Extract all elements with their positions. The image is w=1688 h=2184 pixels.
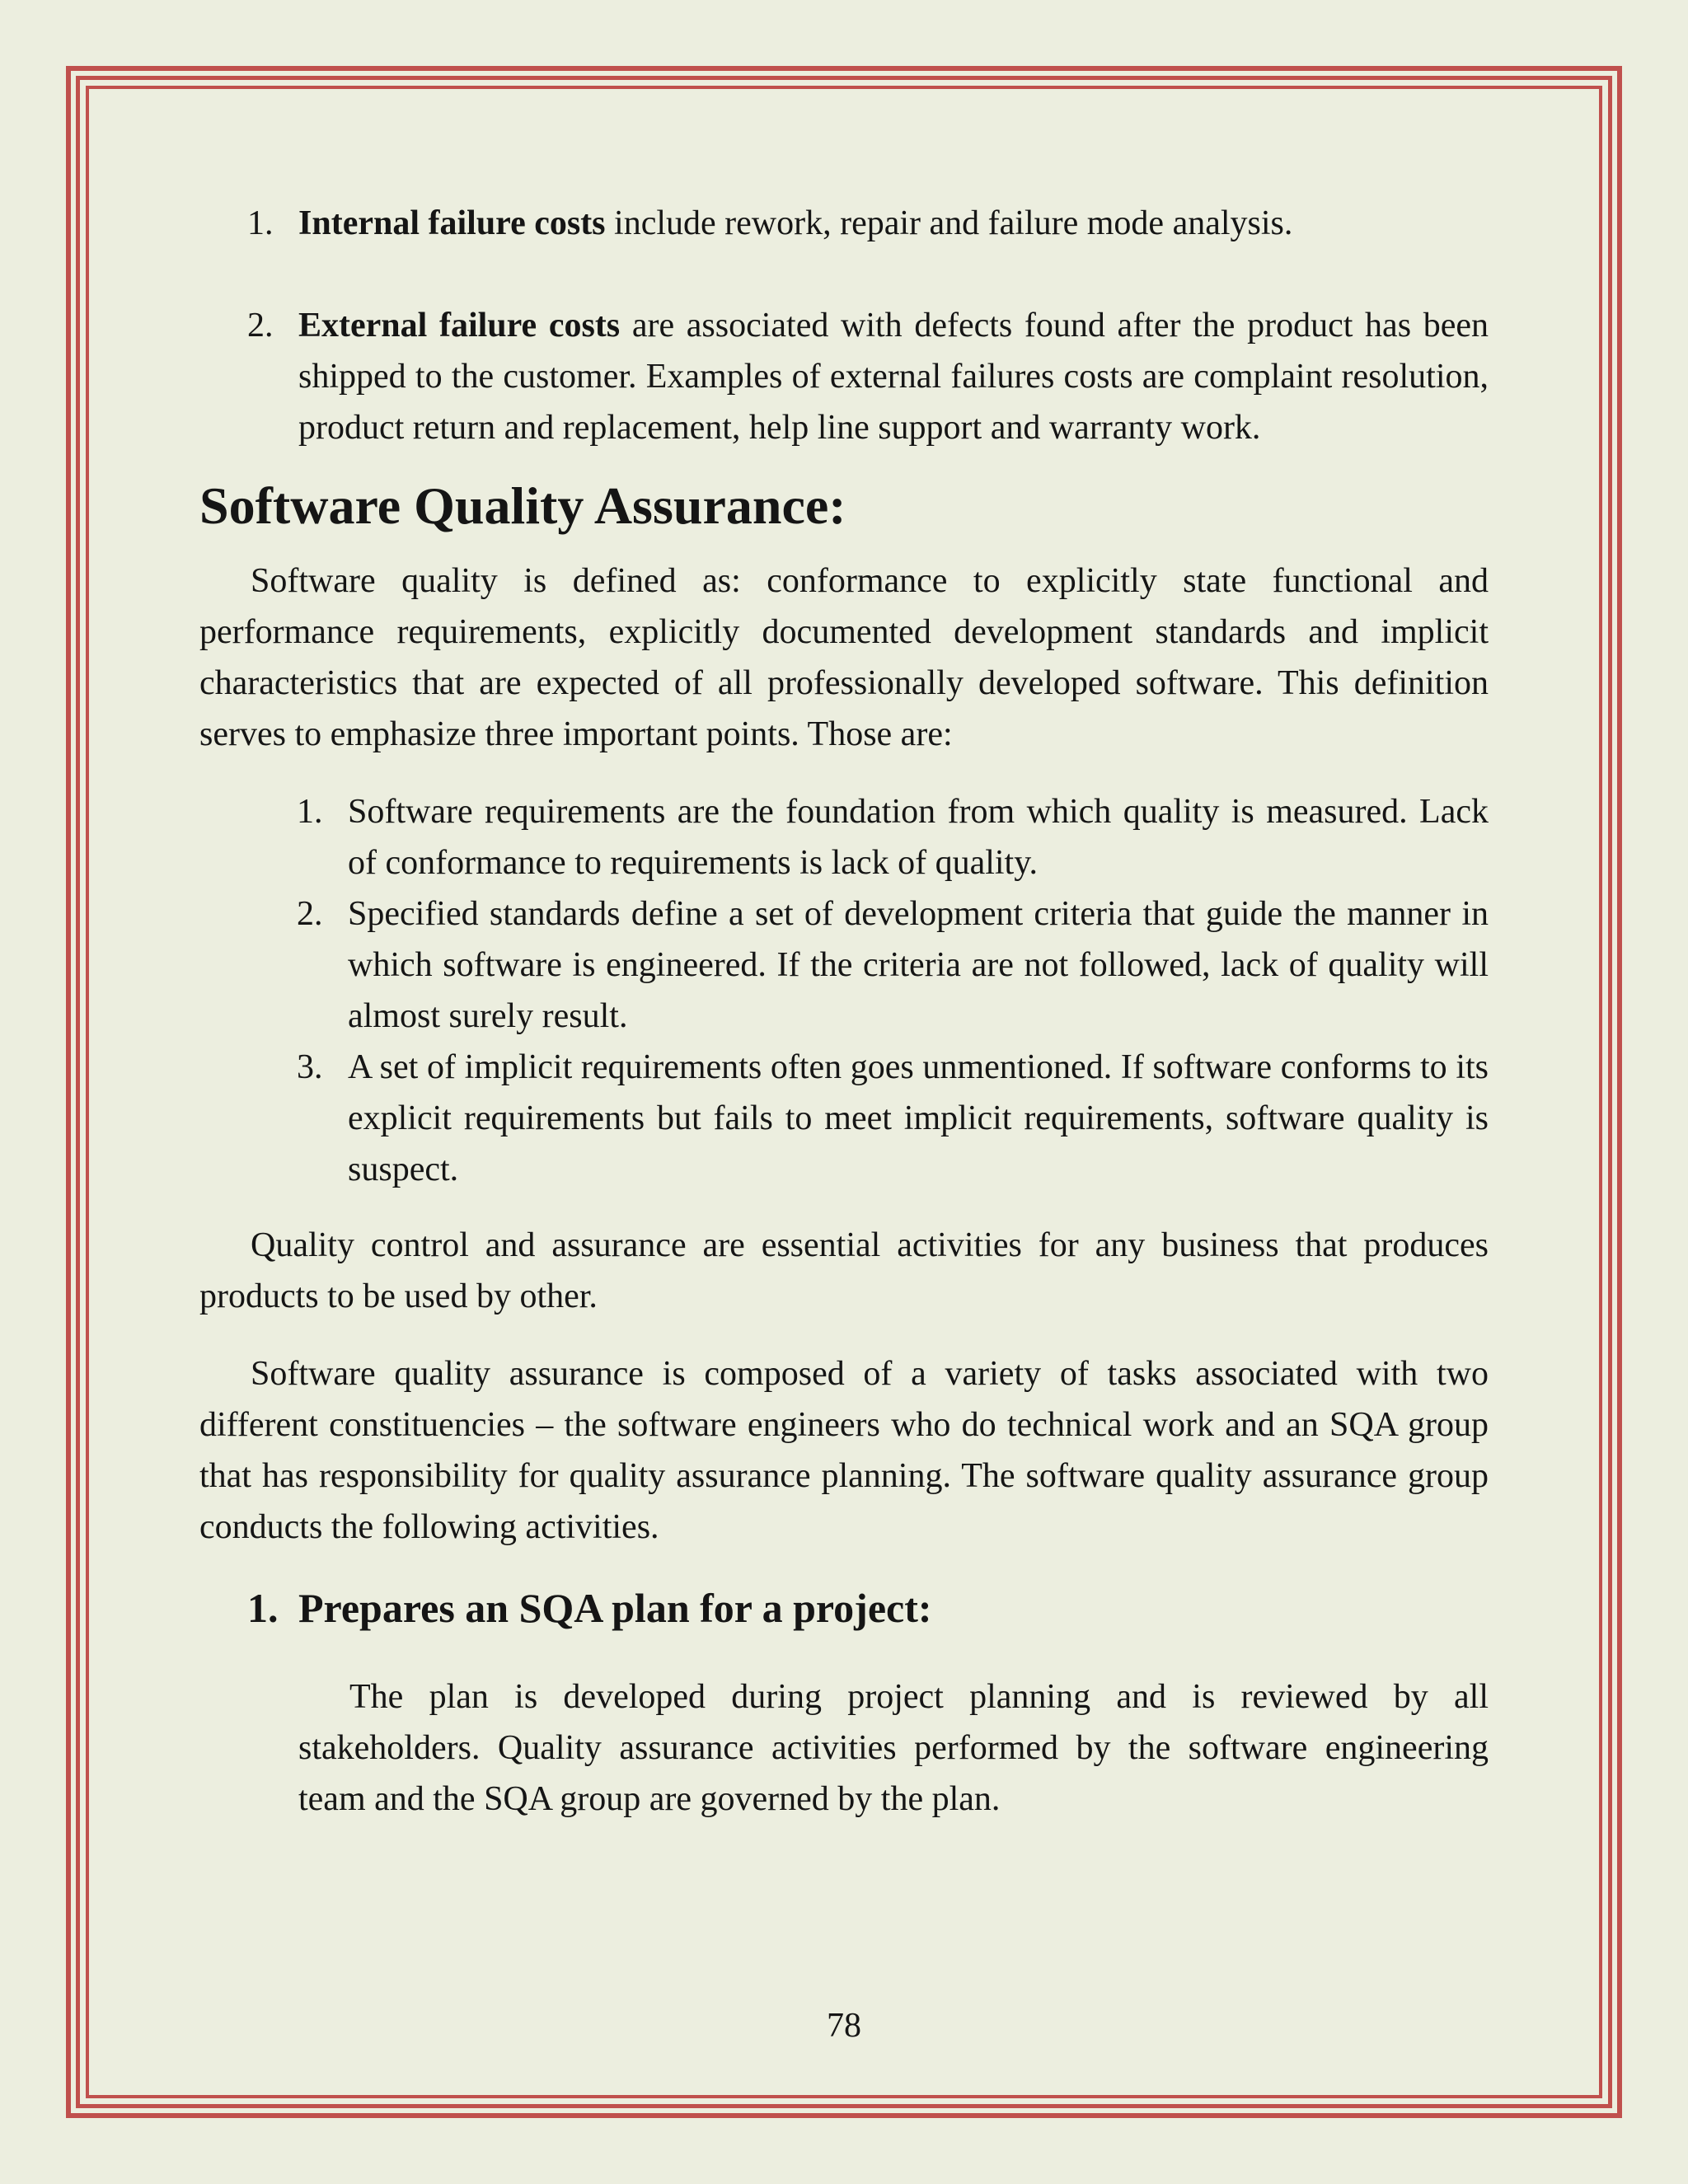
activity-heading: [199, 1579, 1489, 1637]
failure-costs-list: [199, 198, 1489, 453]
list-item: [297, 1042, 1489, 1195]
list-text: Software requirements are the foundation from which quality is measured. Lack of conformance to requirements is lack of quality.: [348, 793, 1489, 882]
term-external-failure-costs: External failure costs: [298, 307, 621, 344]
list-item-external-failure: [199, 300, 1489, 453]
section-heading: Software Quality Assurance:: [199, 476, 846, 535]
external-failure-description: are associated with defects found after the product has been shipped to the customer. Examples of external failures costs are complaint resolution, product return and replacement, help line support and warranty work.: [298, 307, 1489, 447]
list-number: 2.: [247, 307, 274, 344]
activity-description: The plan is developed during project planning and is reviewed by all stakeholders. Quality assurance activities performed by the software engineering team and the SQA group are governed by the plan.: [298, 1678, 1489, 1818]
list-text: [298, 300, 1489, 453]
paragraph-sqa-tasks: Software quality assurance is composed of a variety of tasks associated with two different constituencies – the software engineers who do technical work and an SQA group that has responsibility for quality assurance planning. The software quality assurance group conducts the following activities.: [199, 1355, 1489, 1546]
quality-points-list: [199, 786, 1489, 1195]
paragraph-quality-control: Quality control and assurance are essential activities for any business that produces products to be used by other.: [199, 1226, 1489, 1315]
list-text: Specified standards define a set of development criteria that guide the manner in which software is engineered. If the criteria are not followed, lack of quality will almost surely result.: [348, 895, 1489, 1035]
list-number: 1.: [247, 204, 274, 242]
page-content: [199, 198, 1489, 1859]
list-text: A set of implicit requirements often goes unmentioned. If software conforms to its explicit requirements but fails to meet implicit requirements, software quality is suspect.: [348, 1048, 1489, 1188]
list-number: 3.: [297, 1048, 323, 1086]
list-item: [297, 786, 1489, 888]
internal-failure-description: include rework, repair and failure mode analysis.: [605, 204, 1293, 242]
intro-paragraph: Software quality is defined as: conformance to explicitly state functional and performance requirements, explicitly documented development standards and implicit characteristics that are expected of all professionally developed software. This definition serves to emphasize three important points. Those are:: [199, 562, 1489, 753]
list-item: [297, 888, 1489, 1042]
page-number: 78: [827, 2007, 861, 2045]
activity-title: Prepares an SQA plan for a project:: [298, 1585, 932, 1631]
list-number: 1.: [297, 793, 323, 831]
list-item-internal-failure: [199, 198, 1489, 249]
term-internal-failure-costs: Internal failure costs: [298, 204, 606, 242]
activity-number: 1.: [247, 1585, 279, 1631]
list-text: [298, 198, 1489, 249]
list-number: 2.: [297, 895, 323, 933]
